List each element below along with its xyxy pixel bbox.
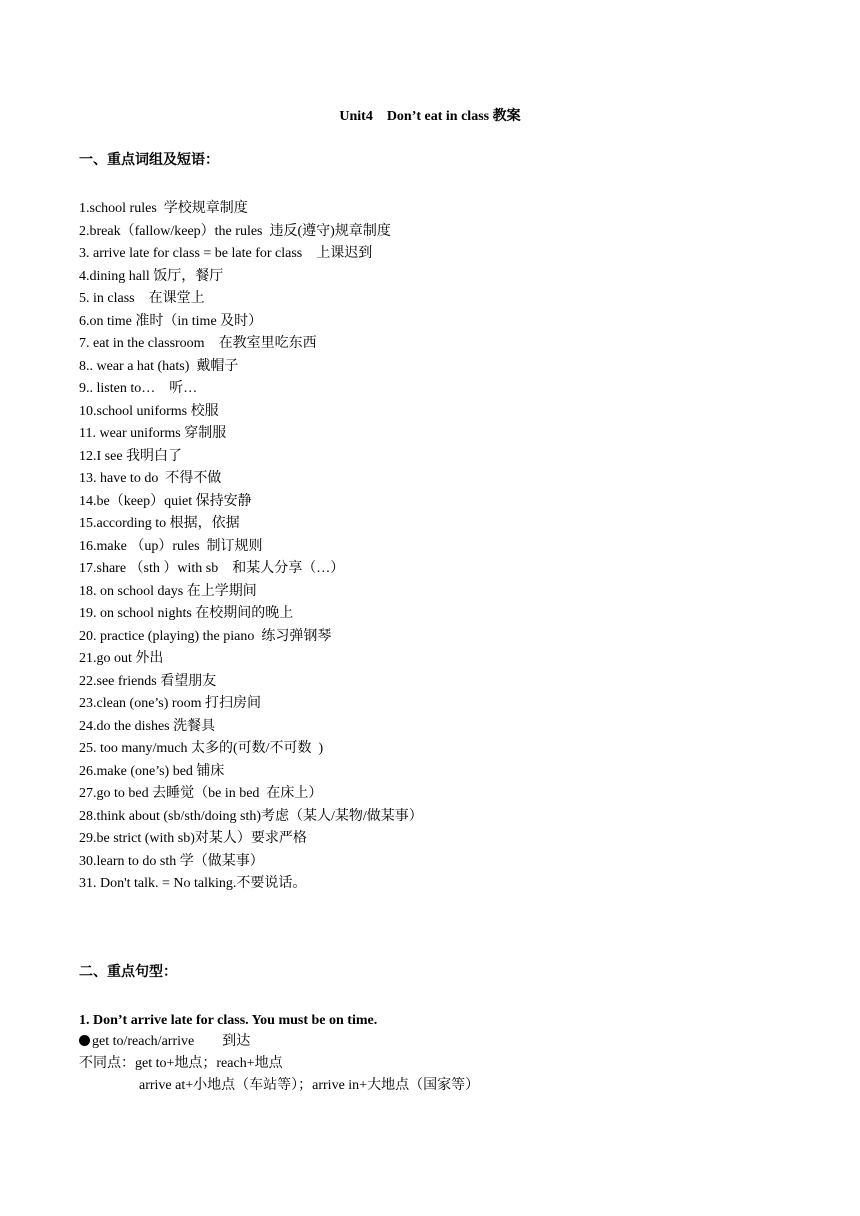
list-item: 24.do the dishes 洗餐具 [79, 718, 216, 734]
list-item: 27.go to bed 去睡觉（be in bed 在床上） [79, 786, 323, 801]
list-item: 5. in class 在课堂上 [79, 291, 205, 306]
phrase-list [79, 198, 423, 896]
usage-line-synonyms [79, 1032, 250, 1052]
list-item: 23.clean (one’s) room 打扫房间 [79, 696, 261, 711]
list-item: 13. have to do 不得不做 [79, 471, 222, 486]
section-heading-phrases: 一、重点词组及短语： [79, 153, 219, 168]
list-item: 20. practice (playing) the piano 练习弹钢琴 [79, 628, 332, 644]
list-item: 1.school rules 学校规章制度 [79, 201, 248, 216]
list-item: 29.be strict (with sb)对某人）要求严格 [79, 831, 307, 846]
bullet-icon [79, 1035, 90, 1046]
list-item: 30.learn to do sth 学（做某事） [79, 853, 264, 869]
usage-line-difference: 不同点：get to+地点；reach+地点 [79, 1056, 283, 1071]
list-item: 18. on school days 在上学期间 [79, 583, 257, 599]
list-item: 8.. wear a hat (hats) 戴帽子 [79, 358, 239, 374]
list-item: 17.share （sth ）with sb 和某人分享（…） [79, 561, 345, 576]
list-item: 26.make (one’s) bed 铺床 [79, 763, 225, 779]
usage-line-arrive: arrive at+小地点（车站等）；arrive in+大地点（国家等） [139, 1078, 480, 1093]
usage-text: get to/reach/arrive 到达 [92, 1034, 251, 1049]
list-item: 7. eat in the classroom 在教室里吃东西 [79, 336, 317, 351]
section-heading-sentences: 二、重点句型： [79, 965, 177, 980]
list-item: 10.school uniforms 校服 [79, 403, 219, 419]
list-item: 21.go out 外出 [79, 651, 164, 666]
list-item: 3. arrive late for class = be late for class 上课迟到 [79, 246, 373, 261]
list-item: 28.think about (sb/sth/doing sth)考虑（某人/某物/做某事） [79, 808, 423, 824]
list-item: 25. too many/much 太多的(可数/不可数 ) [79, 741, 324, 756]
list-item: 6.on time 准时（in time 及时） [79, 313, 263, 329]
document-title: Unit4 Don’t eat in class 教案 [339, 109, 521, 124]
list-item: 19. on school nights 在校期间的晚上 [79, 606, 294, 621]
sentence-pattern-1: 1. Don’t arrive late for class. You must be on time. [79, 1013, 378, 1028]
list-item: 15.according to 根据，依据 [79, 516, 240, 531]
list-item: 2.break（fallow/keep）the rules 违反(遵守)规章制度 [79, 223, 391, 239]
list-item: 22.see friends 看望朋友 [79, 673, 217, 689]
list-item: 9.. listen to… 听… [79, 381, 198, 396]
list-item: 16.make （up）rules 制订规则 [79, 538, 263, 554]
list-item: 11. wear uniforms 穿制服 [79, 426, 227, 441]
list-item: 12.I see 我明白了 [79, 448, 183, 464]
list-item: 31. Don't talk. = No talking.不要说话。 [79, 876, 307, 891]
list-item: 14.be（keep）quiet 保持安静 [79, 493, 252, 509]
list-item: 4.dining hall 饭厅，餐厅 [79, 268, 224, 284]
